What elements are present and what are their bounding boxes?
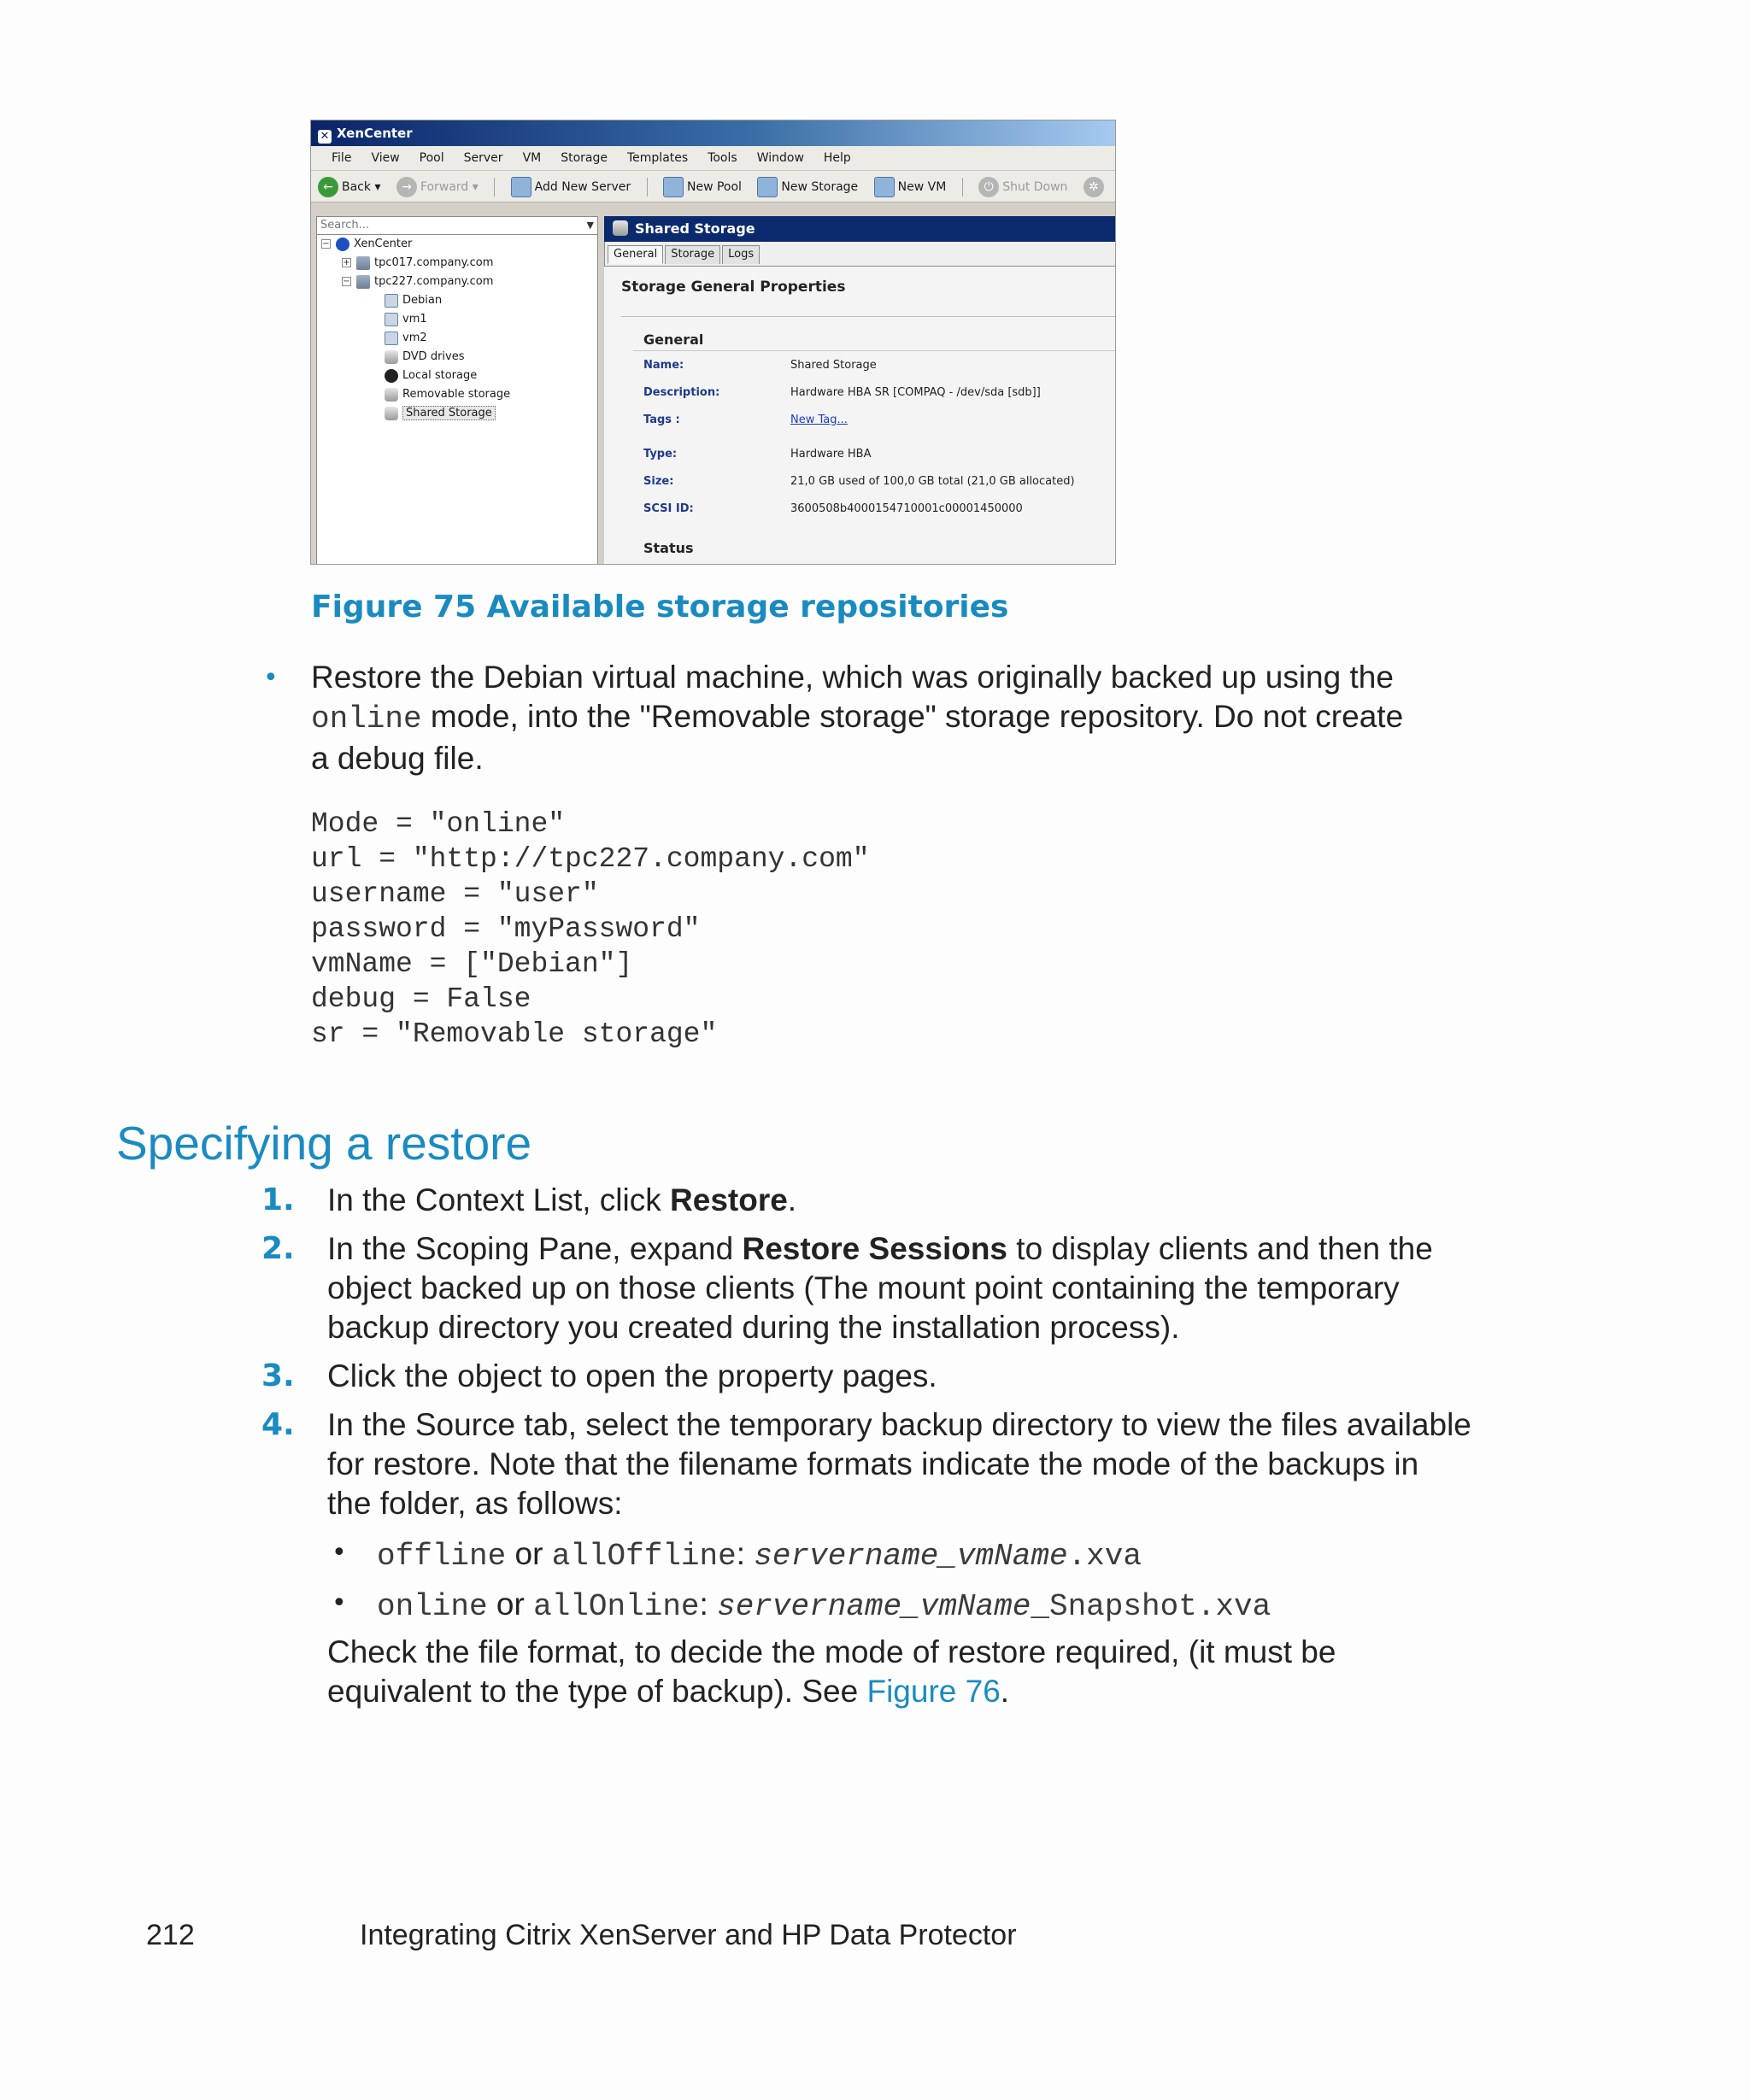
tab-logs[interactable]: Logs — [722, 245, 760, 264]
step-4-line-1: In the Source tab, select the temporary backup directory to view the files available — [327, 1407, 1471, 1442]
forward-button[interactable]: → Forward ▾ — [396, 171, 479, 203]
menu-server[interactable]: Server — [463, 151, 503, 165]
tree-node-removable-storage[interactable] — [385, 385, 510, 404]
step-2-line-3: backup directory you created during the installation process). — [327, 1310, 1180, 1345]
or-text: or — [487, 1587, 534, 1622]
properties-title: Storage General Properties — [621, 279, 846, 296]
tree-node-shared-storage[interactable] — [385, 404, 496, 423]
code-line: vmName = ["Debian"] — [311, 948, 633, 980]
forward-label: Forward — [420, 180, 469, 194]
new-pool-label: New Pool — [687, 180, 742, 194]
vm-node-icon — [385, 331, 398, 345]
sub-bullet-online — [377, 1585, 1271, 1627]
step-number: 2. — [261, 1231, 295, 1266]
disk-icon — [385, 350, 398, 364]
allonline-code: allOnline — [533, 1589, 700, 1624]
tree-node-dvd-drives[interactable] — [385, 348, 465, 367]
menu-templates[interactable]: Templates — [627, 151, 689, 165]
filename-pattern: servername_vmName — [754, 1539, 1068, 1574]
divider — [621, 316, 1116, 317]
restore-sessions-term: Restore Sessions — [742, 1231, 1008, 1266]
tree-label: vm2 — [402, 331, 427, 344]
name-value: Shared Storage — [790, 359, 877, 372]
new-storage-button[interactable] — [757, 171, 858, 203]
tree-node-server1[interactable] — [342, 254, 493, 273]
alloffline-code: allOffline — [551, 1539, 737, 1574]
shut-down-label: Shut Down — [1002, 180, 1068, 194]
xencenter-node-icon — [336, 238, 349, 251]
colon-text: : — [736, 1536, 755, 1571]
bullet-line-2 — [311, 697, 1403, 739]
new-storage-label: New Storage — [781, 180, 859, 194]
offline-code: offline — [377, 1539, 507, 1574]
shut-down-button[interactable] — [978, 171, 1067, 203]
tree-label: Local storage — [402, 369, 478, 382]
restore-bullet — [311, 658, 1403, 778]
type-value: Hardware HBA — [790, 448, 872, 460]
tab-storage[interactable]: Storage — [665, 245, 720, 264]
toolbar-separator — [647, 178, 648, 197]
step-number: 1. — [261, 1182, 295, 1217]
code-line: Mode = "online" — [311, 808, 566, 840]
code-line: username = "user" — [311, 878, 599, 910]
tree-label: tpc227.company.com — [374, 275, 494, 288]
code-line: url = "http://tpc227.company.com" — [311, 843, 870, 875]
server-node-icon — [356, 275, 370, 289]
menu-storage[interactable]: Storage — [561, 151, 608, 165]
online-code: online — [377, 1589, 488, 1624]
toolbar — [311, 170, 1115, 202]
code-block — [311, 807, 870, 1052]
disk-icon — [385, 388, 398, 402]
new-pool-button[interactable] — [663, 171, 742, 203]
toolbar-separator — [962, 178, 963, 197]
description-label: Description: — [643, 386, 720, 399]
menu-bar — [311, 146, 1115, 170]
local-storage-icon — [385, 369, 398, 383]
power-icon: ⏻ — [978, 177, 999, 197]
menu-window[interactable]: Window — [756, 151, 804, 165]
check-line-2 — [327, 1672, 1336, 1711]
step-2-line-1 — [327, 1229, 1433, 1269]
restore-term: Restore — [670, 1182, 788, 1217]
footer-title: Integrating Citrix XenServer and HP Data Protector — [360, 1919, 1017, 1951]
properties-header — [604, 216, 1116, 242]
name-label: Name: — [643, 359, 684, 372]
xencenter-icon: ✕ — [318, 130, 332, 144]
divider — [633, 350, 1116, 351]
tags-label: Tags : — [643, 414, 680, 426]
vm-node-icon — [385, 313, 398, 326]
code-line: sr = "Removable storage" — [311, 1018, 718, 1050]
bullet-icon: • — [332, 1538, 347, 1568]
check-text: . — [1000, 1674, 1010, 1709]
filename-pattern: servername_vmName — [717, 1589, 1031, 1624]
tree-label: tpc017.company.com — [374, 256, 494, 269]
collapse-icon[interactable]: − — [322, 239, 330, 249]
scsi-id-value: 3600508b4000154710001c00001450000 — [790, 502, 1023, 515]
tree-label: Debian — [402, 294, 443, 307]
step-4 — [327, 1405, 1471, 1523]
new-vm-button[interactable] — [874, 171, 947, 203]
tree-label: Shared Storage — [402, 406, 496, 420]
collapse-icon[interactable]: − — [343, 277, 350, 286]
new-tag-link[interactable]: New Tag... — [790, 414, 848, 426]
tree-node-vm1[interactable] — [385, 310, 427, 329]
check-format-paragraph — [327, 1633, 1336, 1711]
general-properties — [604, 266, 1116, 565]
back-button[interactable]: ← Back ▾ — [318, 171, 380, 203]
type-label: Type: — [643, 448, 678, 460]
dropdown-arrow-icon[interactable]: ▼ — [586, 220, 594, 231]
add-new-server-label: Add New Server — [534, 180, 631, 194]
step-text: to display clients and then the — [1007, 1231, 1433, 1266]
step-3-line: Click the object to open the property pages. — [327, 1358, 937, 1393]
back-arrow-icon: ← — [318, 177, 338, 197]
step-4-line-3: the folder, as follows: — [327, 1486, 623, 1521]
bullet-line-2-text: mode, into the "Removable storage" storage repository. Do not create — [421, 699, 1404, 734]
page-number: 212 — [146, 1919, 195, 1951]
storage-icon — [757, 177, 778, 197]
search-placeholder: Search... — [320, 219, 370, 232]
vm-node-icon — [385, 294, 398, 308]
forward-arrow-icon: → — [396, 177, 417, 197]
section-status: Status — [643, 540, 694, 556]
step-number: 4. — [261, 1407, 295, 1442]
step-1 — [327, 1181, 796, 1220]
tab-general[interactable]: General — [608, 245, 663, 264]
tree-node-local-storage[interactable] — [385, 367, 477, 385]
tree-label: Removable storage — [402, 388, 511, 401]
or-text: or — [506, 1536, 552, 1571]
step-2-line-2: object backed up on those clients (The mount point containing the temporary — [327, 1270, 1400, 1305]
bullet-icon: • — [332, 1588, 347, 1618]
size-value: 21,0 GB used of 100,0 GB total (21,0 GB allocated) — [790, 475, 1075, 488]
check-line-1: Check the file format, to decide the mode of restore required, (it must be — [327, 1634, 1336, 1669]
tree-node-xencenter[interactable] — [321, 235, 412, 254]
size-label: Size: — [643, 475, 674, 488]
tree-label: vm1 — [402, 313, 427, 326]
tree-node-vm2[interactable] — [385, 329, 427, 348]
storage-icon — [613, 220, 628, 236]
menu-help[interactable]: Help — [823, 151, 851, 165]
reboot-button[interactable] — [1083, 171, 1107, 203]
section-heading: Specifying a restore — [116, 1117, 532, 1170]
toolbar-separator — [494, 178, 495, 197]
menu-vm[interactable]: VM — [522, 151, 542, 165]
new-vm-label: New VM — [897, 180, 947, 194]
step-text: In the Context List, click — [327, 1182, 671, 1217]
tree-label: DVD drives — [402, 350, 465, 363]
search-input[interactable] — [316, 216, 598, 235]
server-icon — [511, 177, 531, 197]
scsi-id-label: SCSI ID: — [643, 502, 694, 515]
disk-icon — [385, 407, 398, 420]
file-extension: _Snapshot.xva — [1031, 1589, 1271, 1624]
step-4-line-2: for restore. Note that the filename formats indicate the mode of the backups in — [327, 1446, 1419, 1481]
bullet-line-3: a debug file. — [311, 741, 484, 776]
tree-node-debian[interactable] — [385, 291, 442, 310]
back-label: Back — [342, 180, 371, 194]
step-1-line — [327, 1181, 796, 1220]
server-node-icon — [356, 256, 370, 270]
check-text: equivalent to the type of backup). See — [327, 1674, 867, 1709]
menu-view[interactable]: View — [371, 151, 400, 165]
reboot-icon: ✲ — [1083, 177, 1104, 197]
tree-label: XenCenter — [354, 238, 413, 250]
section-general: General — [643, 331, 704, 348]
step-number: 3. — [261, 1358, 295, 1393]
file-extension: .xva — [1067, 1539, 1142, 1574]
colon-text: : — [699, 1587, 718, 1622]
menu-tools[interactable]: Tools — [708, 151, 737, 165]
sub-bullet-offline — [377, 1534, 1142, 1576]
online-code: online — [311, 701, 422, 736]
tab-strip — [608, 245, 761, 266]
header-title: Shared Storage — [635, 220, 755, 237]
step-2 — [327, 1229, 1433, 1347]
step-3 — [327, 1357, 937, 1396]
tree-node-server2[interactable] — [342, 273, 493, 291]
pool-icon — [663, 177, 684, 197]
bullet-line-1: Restore the Debian virtual machine, which was originally backed up using the — [311, 660, 1394, 695]
add-new-server-button[interactable] — [511, 171, 631, 203]
menu-file[interactable]: File — [332, 151, 352, 165]
description-value: Hardware HBA SR [COMPAQ - /dev/sda [sdb]] — [790, 386, 1041, 399]
window-title: XenCenter — [337, 126, 413, 141]
code-line: password = "myPassword" — [311, 913, 701, 945]
menu-pool[interactable]: Pool — [419, 151, 444, 165]
vm-icon — [874, 177, 895, 197]
figure-caption: Figure 75 Available storage repositories — [311, 590, 1009, 625]
step-text: In the Scoping Pane, expand — [327, 1231, 743, 1266]
window-titlebar — [311, 120, 1115, 146]
xencenter-screenshot — [310, 120, 1116, 565]
figure-76-link[interactable]: Figure 76 — [866, 1674, 1001, 1709]
bullet-icon: • — [263, 663, 279, 693]
expand-icon[interactable]: + — [343, 258, 350, 267]
step-text: . — [787, 1182, 797, 1217]
code-line: debug = False — [311, 983, 531, 1015]
